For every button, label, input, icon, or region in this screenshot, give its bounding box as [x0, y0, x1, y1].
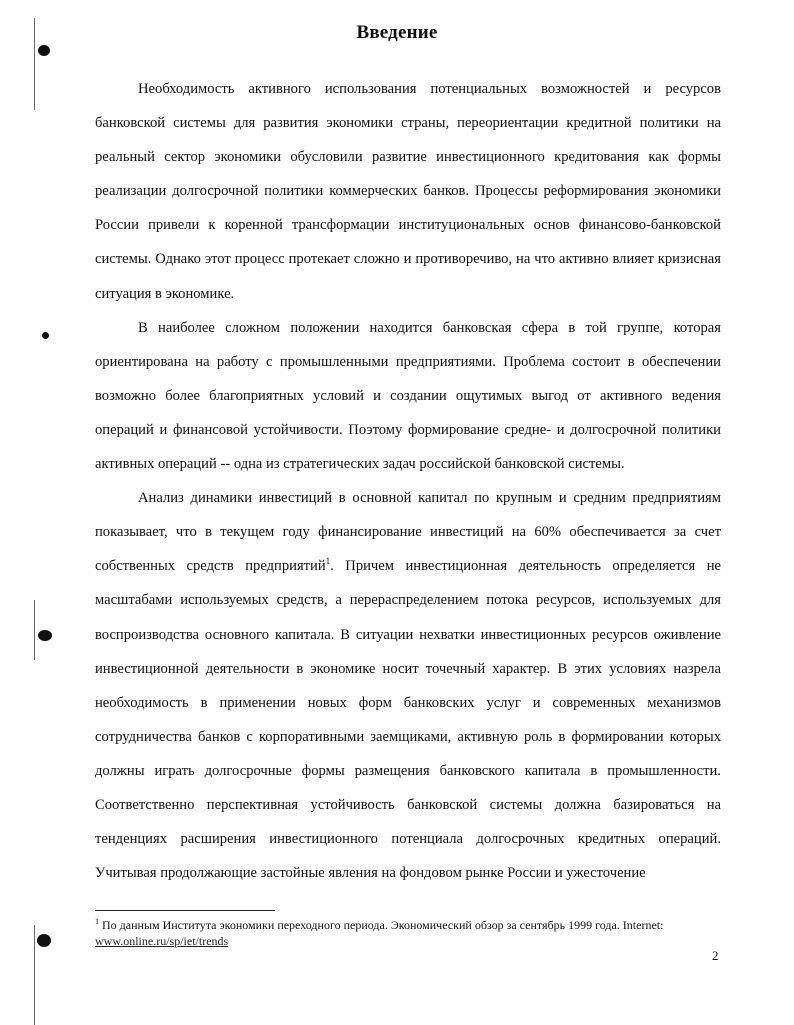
scan-hole-mark-3 — [38, 630, 52, 641]
scan-hole-mark-1 — [38, 45, 50, 56]
paragraph-3-part-2: . Причем инвестиционная деятельность определяется не масштабами используемых средств, а перераспределением потока ресурсов, используемых для воспроизводства основного капитала. В ситуации нехватки инвестиционных ресурсов оживление инвестиционной деятельности в экономике носит точечный характер. В этих условиях назрела необходимость в применении новых форм банковских услуг и современных механизмов сотрудничества банков с корпоративными заемщиками, активную роль в формировании которых должны играть долгосрочные формы размещения банковского капитала в промышленности. Соответственно перспективная устойчивость банковской системы должна базироваться на тенденциях расширения инвестиционного потенциала долгосрочных кредитных операций. Учитывая продолжающие застойные явления на фондовом рынке России и ужесточение — [95, 558, 722, 882]
scan-hole-mark-2 — [42, 332, 49, 339]
scan-margin-line-mid — [34, 600, 35, 660]
page-title: Введение — [356, 22, 438, 43]
footnote-reference[interactable]: 1 — [325, 556, 331, 567]
footnote — [95, 917, 721, 949]
paragraph-3 — [95, 481, 721, 890]
page-number: 2 — [712, 948, 719, 963]
footnote-divider — [95, 910, 275, 911]
scan-margin-line-bottom — [34, 925, 35, 1025]
paragraph-2: В наиболее сложном положении находится банковская сфера в той группе, которая ориентирована на работу с промышленными предприятиями. Проблема состоит в обеспечении возможно более благоприятных условий и создании ощутимых выгод от активного ведения операций и финансовой устойчивости. Поэтому формирование средне- и долгосрочной политики активных операций -- одна из стратегических задач российской банковской системы. — [95, 319, 721, 473]
scan-hole-mark-4 — [37, 934, 51, 947]
paragraph-3-part-1: Анализ динамики инвестиций в основной капитал по крупным и средним предприятиям показывает, что в текущем году финансирование инвестиций на 60% обеспечивается за счет собственных средств предприятий — [95, 490, 721, 575]
footnote-url-link[interactable]: www.online.ru/sp/iet/trends — [95, 934, 229, 948]
paragraph-1: Необходимость активного использования потенциальных возможностей и ресурсов банковской системы для развития экономики страны, переориентации кредитной политики на реальный сектор экономики обусловили развитие инвестиционного кредитования как формы реализации долгосрочной политики коммерческих банков. Процессы реформирования экономики России привели к коренной трансформации институциональных основ финансово-банковской системы. Однако этот процесс протекает сложно и противоречиво, на что активно влияет кризисная ситуация в экономике. — [95, 81, 721, 302]
footnote-mark: 1 — [95, 917, 99, 926]
document-body — [95, 72, 721, 890]
footnote-text: По данным Института экономики переходного периода. Экономический обзор за сентябрь 1999 года. Internet: — [102, 918, 664, 932]
